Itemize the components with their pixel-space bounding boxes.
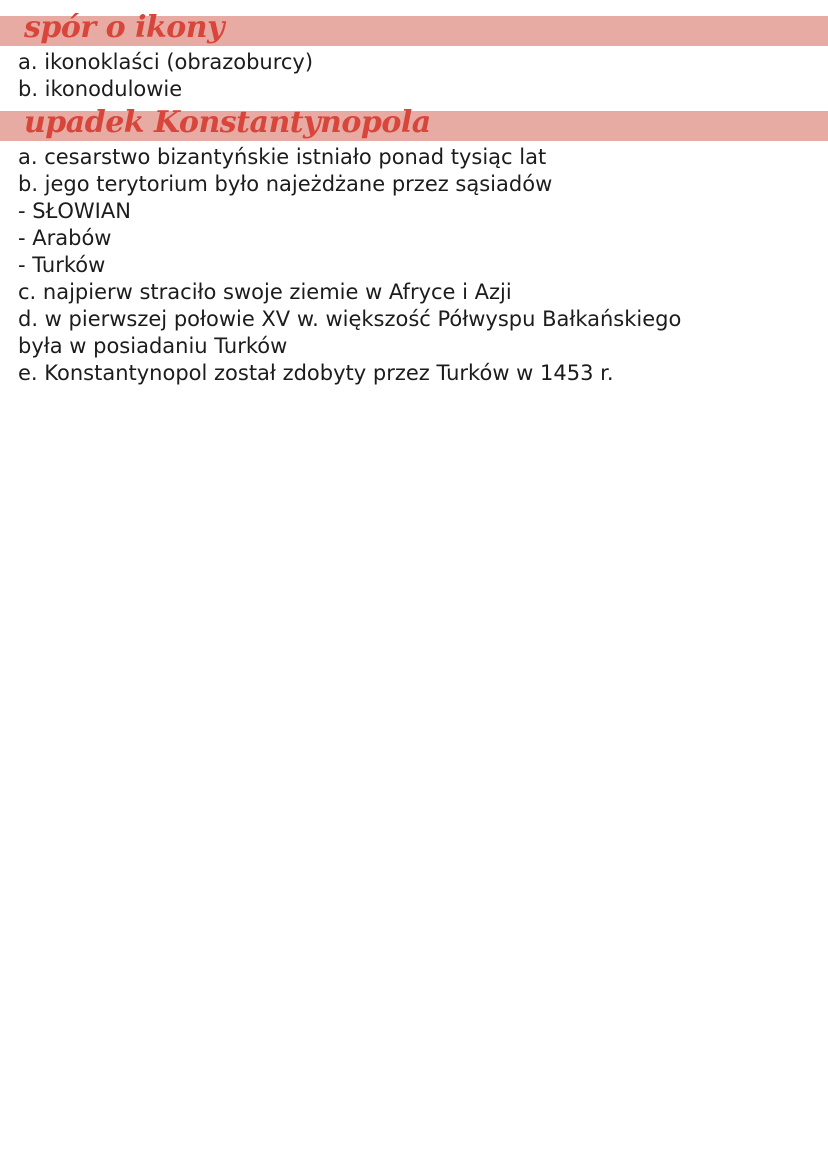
text-line: - Arabów bbox=[18, 226, 112, 250]
text-line: była w posiadaniu Turków bbox=[18, 334, 288, 358]
text-line: c. najpierw straciło swoje ziemie w Afryce i Azji bbox=[18, 280, 512, 304]
section-fall-of-constantinople bbox=[0, 105, 828, 387]
text-line: d. w pierwszej połowie XV w. większość Półwyspu Bałkańskiego bbox=[18, 307, 682, 331]
text-line: - SŁOWIAN bbox=[18, 199, 131, 223]
section-lines bbox=[0, 49, 828, 103]
text-line: - Turków bbox=[18, 253, 106, 277]
section-lines bbox=[0, 144, 828, 387]
section-heading: upadek Konstantynopola bbox=[24, 105, 431, 140]
text-line: b. jego terytorium było najeżdżane przez sąsiadów bbox=[18, 172, 553, 196]
text-line: a. cesarstwo bizantyńskie istniało ponad tysiąc lat bbox=[18, 145, 547, 169]
text-line: e. Konstantynopol został zdobyty przez Turków w 1453 r. bbox=[18, 361, 614, 385]
section-icon-dispute bbox=[0, 10, 828, 103]
section-heading-bar bbox=[0, 10, 828, 46]
text-line: a. ikonoklaści (obrazoburcy) bbox=[18, 50, 314, 74]
section-heading-bar bbox=[0, 105, 828, 141]
section-heading: spór o ikony bbox=[24, 10, 225, 45]
text-line: b. ikonodulowie bbox=[18, 77, 183, 101]
